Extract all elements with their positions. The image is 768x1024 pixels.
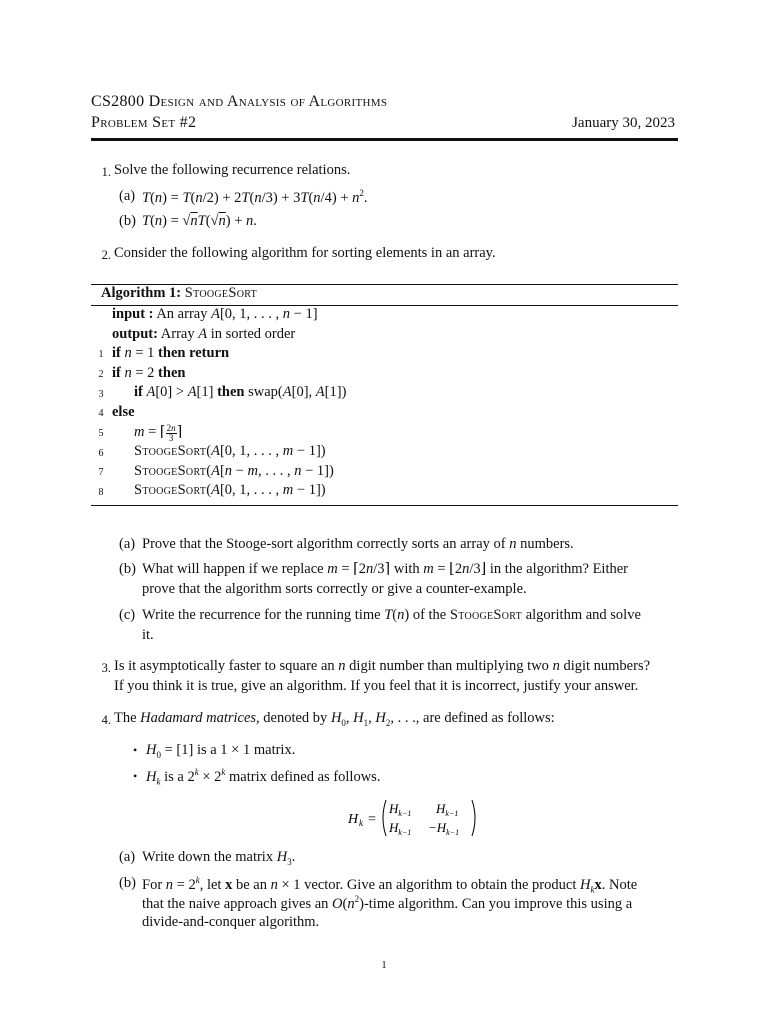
q2-number: 2. bbox=[101, 248, 111, 262]
algo-output: output: Array A in sorted order bbox=[112, 326, 296, 342]
svg-text:Hk−1: $H_{k-1}$ bbox=[436, 801, 459, 818]
bullet-icon: • bbox=[133, 769, 138, 783]
algo-line-5: m = ⌈ $\frac{2n}{3}$ ⌉ bbox=[134, 423, 183, 443]
algo-line-4: else bbox=[112, 404, 135, 420]
hadamard-matrix bbox=[348, 797, 488, 843]
algo-line-number: 4 bbox=[98, 408, 104, 419]
algo-line-number: 2 bbox=[98, 369, 104, 380]
q1a-text: $T(n) = T(n/2) + 2T(n/3) + 3T(n/4) + n^2$. bbox=[142, 188, 368, 206]
algo-caption-label: Algorithm 1: bbox=[101, 285, 182, 301]
q2c-line1: Write the recurrence for the running time T(n) of the StoogeSort algorithm and solve bbox=[142, 607, 641, 623]
algo-line-7: StoogeSort(A[n − m, . . . , n − 1]) bbox=[134, 463, 334, 479]
algo-input-label: input : bbox=[112, 306, 154, 322]
q4-bullet-1: $H_0 = [1]$ is a 1 × 1 matrix. bbox=[146, 742, 296, 760]
q2b-line1: What will happen if we replace m = ⌈2n/3⌉ with m = ⌊2n/3⌋ in the algorithm? Either bbox=[142, 561, 628, 577]
q2b-line2: prove that the algorithm sorts correctly or give a counter-example. bbox=[142, 581, 527, 597]
algo-line-number: 5 bbox=[98, 428, 104, 439]
algo-line-number: 7 bbox=[98, 467, 104, 478]
q2-text: Consider the following algorithm for sorting elements in an array. bbox=[114, 245, 496, 261]
course-title: CS2800 Design and Analysis of Algorithms bbox=[91, 93, 388, 110]
right-paren bbox=[472, 800, 475, 836]
q4-bullet-2: $H_k$ is a $2^k \times 2^k$ matrix defined as follows. bbox=[146, 767, 381, 787]
algo-line-1: if n = 1 then return bbox=[112, 345, 230, 361]
algo-output-label: output: bbox=[112, 326, 158, 342]
q3-line1: Is it asymptotically faster to square an n digit number than multiplying two n digit numbers? bbox=[114, 658, 651, 674]
q2c-line2: it. bbox=[142, 627, 154, 643]
algo-caption bbox=[101, 286, 257, 301]
q4b-line2: that the naive approach gives an $O(n^2)$-time algorithm. Can you improve this using a bbox=[142, 894, 633, 912]
svg-text:Hk−1: $H_{k-1}$ bbox=[389, 820, 412, 837]
q3-line2: If you think it is true, give an algorithm. If you feel that it is incorrect, justify your answer. bbox=[114, 678, 639, 694]
q4a-label: (a) bbox=[119, 849, 136, 865]
algo-line-number: 1 bbox=[98, 349, 104, 360]
algo-line-number: 8 bbox=[98, 487, 104, 498]
q2b-label: (b) bbox=[119, 561, 136, 577]
q1b-label: (b) bbox=[119, 213, 136, 229]
svg-text:Hk−1: $H_{k-1}$ bbox=[389, 801, 412, 818]
q1-text: Solve the following recurrence relations. bbox=[114, 162, 351, 178]
q4b-label: (b) bbox=[119, 875, 136, 891]
svg-text:=: = bbox=[368, 812, 376, 827]
algo-line-number: 3 bbox=[98, 389, 104, 400]
page-number: 1 bbox=[381, 959, 387, 971]
q4b-line1: For $n = 2^k$, let x be an n × 1 vector. Give an algorithm to obtain the product $H_kx$. Note bbox=[142, 875, 638, 895]
algo-line-2: if n = 2 then bbox=[112, 365, 186, 381]
q2c-label: (c) bbox=[119, 607, 136, 623]
header-rule bbox=[91, 138, 678, 141]
bullet-icon: • bbox=[133, 743, 138, 757]
q4-number: 4. bbox=[101, 713, 111, 727]
algo-bottom-rule bbox=[91, 505, 678, 506]
svg-text:k: k bbox=[359, 818, 363, 828]
q1-number: 1. bbox=[101, 165, 111, 179]
algo-input: input : An array A[0, 1, . . . , n − 1] bbox=[112, 306, 318, 322]
q4a-text: Write down the matrix $H_3$. bbox=[142, 849, 296, 867]
algo-line-6: StoogeSort(A[0, 1, . . . , m − 1]) bbox=[134, 443, 326, 459]
algo-line-8: StoogeSort(A[0, 1, . . . , m − 1]) bbox=[134, 482, 326, 498]
matrix-svg bbox=[348, 797, 488, 839]
svg-text:−Hk−1: $-H_{k-1}$ bbox=[428, 820, 460, 837]
q1a-label: (a) bbox=[119, 188, 136, 204]
q2a-label: (a) bbox=[119, 536, 136, 552]
q3-number: 3. bbox=[101, 661, 111, 675]
q4-text: The Hadamard matrices, denoted by $H_0$, $H_1$, $H_2$, . . ., are defined as follows: bbox=[114, 710, 555, 728]
matrix-lhs: H bbox=[348, 812, 359, 827]
algo-line-3: if A[0] > A[1] then swap(A[0], A[1]) bbox=[134, 384, 347, 400]
q1b-text: T(n) = √nT(√n) + n. bbox=[142, 213, 257, 229]
q2a-text: Prove that the Stooge-sort algorithm correctly sorts an array of n numbers. bbox=[142, 536, 574, 552]
algo-line-number: 6 bbox=[98, 448, 104, 459]
problem-set-title: Problem Set #2 bbox=[91, 114, 197, 131]
date: January 30, 2023 bbox=[572, 115, 675, 131]
algo-caption-name: StoogeSort bbox=[184, 285, 257, 301]
q4b-line3: divide-and-conquer algorithm. bbox=[142, 914, 320, 930]
left-paren bbox=[383, 800, 386, 836]
